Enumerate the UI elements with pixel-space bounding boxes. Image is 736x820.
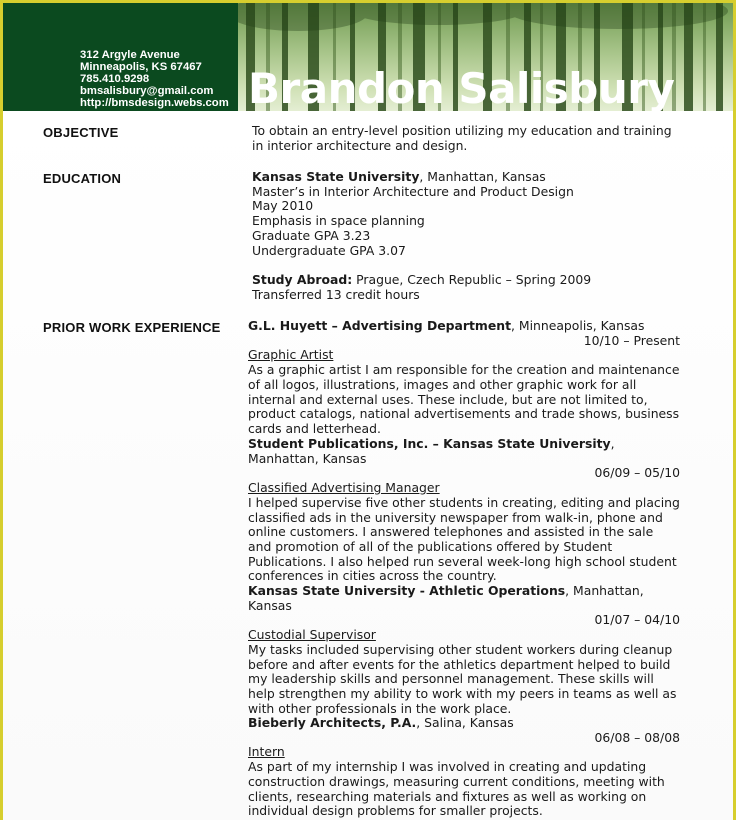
forest-banner [238,3,733,111]
job-location: , Manhattan, Kansas [248,583,644,613]
job-description: As part of my internship I was involved in creating and updating construction drawings, measuring current conditions, meeting with clients, researching materials and fixtures as well as working on individual design problems for smaller projects. [248,759,665,819]
job-entry [248,716,680,819]
job-employer: Kansas State University - Athletic Operations [248,583,566,598]
graduation-date: May 2010 [252,198,314,214]
job-entry [248,319,680,437]
job-dates: 10/10 – Present [583,332,680,348]
job-location: , Salina, Kansas [416,715,514,730]
job-dates: 06/08 – 08/08 [594,729,680,745]
city-line: Minneapolis, KS 67467 [80,61,202,74]
candidate-name: Brandon Salisbury [248,64,675,111]
objective-text [252,124,672,153]
job-title: Intern [248,744,285,760]
job-dates: 01/07 – 04/10 [594,612,680,628]
school-name: Kansas State University [252,169,420,184]
website-link[interactable]: http://bmsdesign.webs.com [80,97,229,110]
education-heading: EDUCATION [43,171,122,186]
education-section [252,170,682,302]
job-description: I helped supervise five other students in creating, editing and placing classified ads in the university newspaper from walk-in, phone and online customers. I answered telephones and assisted in the sale and promotion of all of the publications offered by Student Publications. I also helped run several week-long high school student conferences in cities across the country. [248,494,680,584]
study-abroad-label: Study Abroad: [252,271,353,287]
graduate-gpa: Graduate GPA 3.23 [252,227,371,243]
resume-header [3,3,733,111]
job-employer: G.L. Huyett – Advertising Department [248,318,511,333]
undergraduate-gpa: Undergraduate GPA 3.07 [252,242,406,258]
job-location: , Minneapolis, Kansas [511,318,645,333]
emphasis-line: Emphasis in space planning [252,213,425,229]
objective-paragraph: To obtain an entry-level position utilizing my education and training in interior architecture and design. [252,123,672,153]
study-abroad-text: Prague, Czech Republic – Spring 2009 [352,271,592,287]
job-location: , Manhattan, Kansas [248,436,615,466]
job-entry [248,437,680,584]
job-employer: Student Publications, Inc. – Kansas State University [248,436,611,451]
study-abroad-note: Transferred 13 credit hours [252,286,420,302]
objective-heading: OBJECTIVE [43,125,119,140]
job-dates: 06/09 – 05/10 [594,465,680,481]
resume-page [3,3,733,820]
phone-line: 785.410.9298 [80,73,150,86]
job-employer: Bieberly Architects, P.A. [248,715,417,730]
address-line: 312 Argyle Avenue [80,49,180,61]
contact-panel [3,3,238,111]
job-title: Custodial Supervisor [248,627,376,643]
job-title: Graphic Artist [248,347,334,363]
email-link[interactable]: bmsalisbury@gmail.com [80,85,214,98]
degree-line: Master’s in Interior Architecture and Product Design [252,183,574,199]
resume-body [3,111,733,820]
school-location: , Manhattan, Kansas [419,169,546,184]
job-description: My tasks included supervising other student workers during cleanup before and after events for the athletics department helped to build my leadership skills and personnel management. These skills will help strengthen my ability to work with my peers in teams as well as with other professionals in the work place. [248,641,677,716]
job-entry [248,584,680,716]
job-description: As a graphic artist I am responsible for the creation and maintenance of all logos, illustrations, images and other graphic work for all internal and external uses. These include, but are not limited to, product catalogs, national advertisements and trade shows, business cards and letterhead. [248,362,680,436]
job-title: Classified Advertising Manager [248,480,440,496]
experience-heading: PRIOR WORK EXPERIENCE [43,320,221,335]
